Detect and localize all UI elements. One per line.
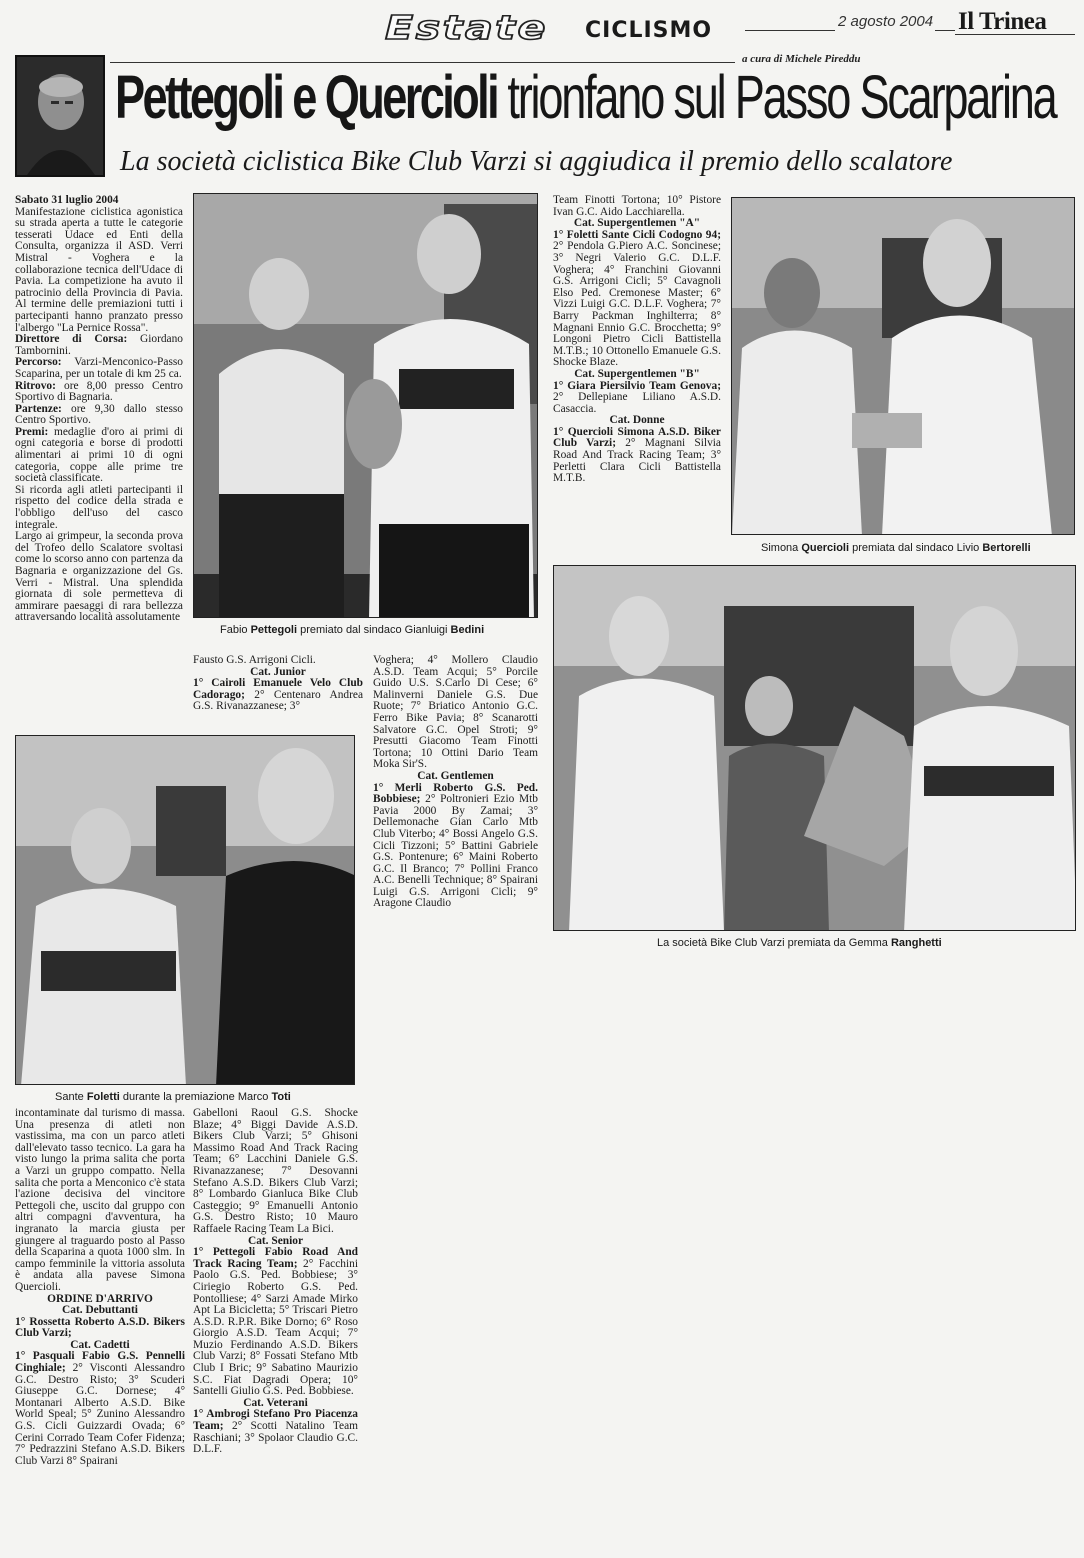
paragraph-text: Cat. Cadetti [70, 1338, 130, 1351]
paragraph-text: Cat. Veterani [243, 1396, 308, 1409]
caption-bold: Toti [271, 1091, 291, 1103]
publication-date: 2 agosto 2004 [838, 13, 934, 30]
caption-text: Simona [761, 542, 802, 554]
paragraph-lead: 1° Giara Piersilvio Team Genova; [553, 379, 721, 392]
paragraph-text: 2° Magnani Silvia Road And Track Racing Team; 3° Perletti Clara Cicli Battistella M.T.B. [553, 437, 721, 485]
text-paragraph [373, 655, 538, 771]
text-paragraph [193, 678, 363, 713]
text-paragraph [193, 1247, 358, 1398]
caption-photo-2 [761, 542, 1031, 554]
paragraph-text: Cat. Senior [247, 1234, 304, 1247]
caption-text: Fabio [220, 624, 251, 636]
text-paragraph [15, 1317, 185, 1340]
caption-text: premiata dal sindaco Livio [849, 542, 983, 554]
headline-rest: trionfano sul Passo Scarparina [497, 63, 1056, 131]
paragraph-lead: Ritrovo: [15, 379, 56, 392]
photo-pettegoli-award [193, 193, 538, 618]
text-paragraph [15, 1108, 185, 1294]
text-paragraph [15, 1351, 185, 1467]
paragraph-text: Voghera; 4° Mollero Claudio A.S.D. Team Acqui; 5° Porcile Guido U.S. S.Carlo Di Cese; 6° Malinverni Daniele G.S. Due Ruote; 7° Briatico Antonio G.C. Ferro Bike Pavia; 8° Scanarotti Salvatore G.C. Opel Stroti; 9° Presutti Giacomo Team Finotti Tortona; 10 Ottini Dario Team Moka Sir'S. [373, 655, 538, 771]
headline-bold: Pettegoli e Quercioli [115, 63, 498, 131]
text-paragraph [15, 357, 183, 380]
photo-bike-club-varzi-award [553, 565, 1076, 931]
text-paragraph [553, 195, 721, 218]
text-paragraph [553, 230, 721, 369]
caption-text: durante la premiazione Marco [119, 1091, 272, 1103]
paragraph-text: incontaminate dal turismo di massa. Una presenza di atleti non vastissima, ma con un parco atleti dall'elevato tasso tecnico. La gara ha visto lungo la prima salita che porta a Varzi un gruppo compatto. Nella salita che porta a Menconico c'è stata l'azione decisiva del vincitore Pettegoli che, uscito dal gruppo con altri compagni d'avventura, ha ingranato la marcia giusta per giungere al traguardo posto al Passo della Scaparina a quota 1000 slm. In campo femminile la vittoria assoluta è andata alla pavese Simona Quercioli. [15, 1108, 185, 1293]
results-column-4 [373, 655, 538, 945]
text-paragraph [193, 1108, 358, 1236]
results-column-3 [193, 655, 363, 713]
headline [115, 63, 1056, 131]
paragraph-text: Cat. Supergentlemen "B" [574, 367, 700, 380]
paragraph-lead: 1° Ambrogi Stefano Pro Piacenza Team; [193, 1408, 358, 1433]
article-column-1 [15, 195, 183, 713]
caption-text: La società Bike Club Varzi premiata da Gemma [657, 937, 891, 949]
caption-photo-1 [220, 624, 484, 636]
paragraph-text: Si ricorda agli atleti partecipanti il rispetto del codice della strada e l'obbligo dell'uso del casco integrale. [15, 483, 183, 531]
paragraph-text: Team Finotti Tortona; 10° Pistore Ivan G.C. Aido Lacchiarella. [553, 195, 721, 218]
paragraph-lead: 1° Rossetta Roberto A.S.D. Bikers Club Varzi; [15, 1315, 185, 1340]
paragraph-text: Giordano Tambornini. [15, 333, 183, 357]
paragraph-text: Fausto G.S. Arrigoni Cicli. [193, 655, 316, 666]
paragraph-lead: Partenze: [15, 402, 62, 415]
paragraph-text: 2° Visconti Alessandro G.C. Destro Risto; 3° Scuderi Giuseppe G.C. Dornese; 4° Montanari Alberto A.S.D. Bike World Speal; 5° Zunino Alessandro G.S. Cicli Guizzardi Ovada; 6° Cerini Corrado Team Cofer Fidenza; 7° Pedrazzini Stefano A.S.D. Bikers Club Varzi 8° Spairani [15, 1362, 185, 1467]
caption-photo-3 [657, 937, 942, 949]
paragraph-lead: Percorso: [15, 356, 62, 369]
caption-bold: Foletti [86, 1091, 120, 1103]
paragraph-text: ore 8,00 presso Centro Sportivo di Bagnaria. [15, 379, 183, 404]
results-column-5 [15, 1108, 185, 1548]
results-column-2 [553, 195, 721, 551]
header-rule [935, 30, 955, 31]
caption-text: premiato dal sindaco Gianluigi [297, 624, 451, 636]
paragraph-lead: 1° Pasquali Fabio G.S. Pennelli Cinghiale; [15, 1350, 185, 1375]
paragraph-text: Largo ai grimpeur, la seconda prova del Trofeo dello Scalatore svoltasi come lo scorso anno con partenza da Bagnaria e organizzazione del Gs. Verri - Mistral. Una splendida giornata di sole permetteva di ammirare paesaggi di rara bellezza attraversando località assolutamente [15, 530, 183, 624]
subheadline: La società ciclistica Bike Club Varzi si aggiudica il premio dello scalatore [120, 146, 953, 177]
paragraph-lead: 1° Quercioli Simona A.S.D. Biker Club Varzi; [553, 425, 721, 450]
results-column-6 [193, 1108, 358, 1548]
caption-text: Sante [55, 1091, 87, 1103]
paragraph-lead: Premi: [15, 425, 49, 438]
text-paragraph [15, 485, 183, 531]
header-rule [745, 30, 835, 31]
paragraph-text: Cat. Debuttanti [62, 1304, 138, 1317]
caption-bold: Bedini [450, 624, 485, 636]
paragraph-lead: 1° Cairoli Emanuele Velo Club Cadorago; [193, 677, 363, 701]
paragraph-text: 2° Poltronieri Ezio Mtb Pavia 2000 By Zamai; 3° Dellemonache Gian Carlo Mtb Club Viterbo; 4° Bossi Angelo G.S. Cicli Tizzoni; 5° Battini Gabriele G.S. Pontenure; 6° Maini Roberto G.C. Il Branco; 7° Pollini Franco A.C. Benelli Technique; 8° Spairani Luigi G.S. Arrigoni Cicli; 9° Aragone Claudio [373, 793, 538, 910]
paragraph-text: 2° Centenaro Andrea G.S. Rivanazzanese; 3° [193, 688, 363, 713]
paragraph-text: Cat. Gentlemen [417, 769, 494, 782]
paragraph-lead: 1° Foletti Sante Cicli Codogno 94; [553, 228, 721, 241]
section-name: CICLISMO [585, 18, 713, 43]
text-paragraph [15, 381, 183, 404]
text-paragraph [193, 1409, 358, 1455]
paragraph-text: Gabelloni Raoul G.S. Shocke Blaze; 4° Biggi Davide A.S.D. Bikers Club Varzi; 5° Ghisoni Massimo Road And Track Racing Team; 6° Lacchini Daniele G.S. Rivanazzanese; 7° Desovanni Stefano A.S.D. Bikers Club Varzi; 8° Lombardo Gianluca Bike Club Casteggio; 9° Emanuelli Antonio G.S. Destro Risto; 10 Mauro Raffaele Racing Team La Bici. [193, 1108, 358, 1235]
section-masthead [385, 6, 745, 50]
author-portrait [15, 55, 105, 177]
paragraph-lead: Sabato 31 luglio 2004 [15, 195, 119, 206]
text-paragraph [15, 404, 183, 427]
paragraph-text: Cat. Junior [250, 665, 306, 678]
paragraph-text: 2° Dellepiane Liliano A.S.D. Casaccia. [553, 391, 721, 415]
text-paragraph [15, 531, 183, 624]
paragraph-text: 2° Scotti Natalino Team Raschiani; 3° Spolaor Claudio G.C. D.L.F. [193, 1420, 358, 1456]
caption-bold: Quercioli [801, 542, 850, 554]
byline: a cura di Michele Pireddu [742, 53, 861, 65]
text-paragraph [15, 427, 183, 485]
text-paragraph [553, 381, 721, 416]
paragraph-text: 2° Pendola G.Piero A.C. Soncinese; 3° Negri Valerio G.C. D.L.F. Voghera; 4° Franchini Giovanni G.S. Arrigoni Cicli; 5° Cavagnoli Elso Ped. Cremonese Master; 6° Vizzi Luigi G.C. D.L.F. Voghera; 7° Barry Packman Inghilterra; 8° Magnani Ennio G.C. Brocchetta; 9° Longoni Pietro Cicli Battistella M.T.B.; 10 Ottonello Emanuele G.S. Shocke Blaze. [553, 240, 721, 369]
photo-quercioli-award [731, 197, 1075, 535]
text-paragraph [373, 783, 538, 911]
paragraph-lead: Direttore di Corsa: [15, 333, 128, 346]
caption-bold: Pettegoli [250, 624, 298, 636]
text-paragraph [553, 427, 721, 485]
paragraph-lead: 1° Pettegoli Fabio Road And Track Racing Team; [193, 1246, 358, 1270]
caption-photo-4 [55, 1091, 291, 1103]
paragraph-lead: 1° Merli Roberto G.S. Ped. Bobbiese; [373, 781, 538, 806]
caption-bold: Bertorelli [982, 542, 1031, 554]
paragraph-text: Cat. Supergentlemen "A" [573, 217, 701, 230]
paragraph-text: 2° Facchini Paolo G.S. Ped. Bobbiese; 3° Ciriegio Roberto G.S. Ped. Pontolliese; 4° Sarzi Amade Mirko Apt La Bicicletta; 5° Triscari Pietro A.S.D. R.P.R. Bike Dorno; 6° Roso Giorgio A.S.D. Team Acqui; 7° Muzio Ferdinando A.S.D. Bikers Club Varzi; 8° Fossati Stefano Mtb Club I Bric; 9° Sabatino Maurizio S.C. Fiat Dagradi Opera; 10° Santelli Giulio G.S. Ped. Bobbiese. [193, 1257, 358, 1398]
section-tag: Estate [385, 8, 548, 47]
paragraph-text: Manifestazione ciclistica agonistica su strada aperta a tutte le categorie tesserati Udace ed Enti della Consulta, organizza il ASD. Verri Mistral - Voghera e la collaborazione tecnica dell'Udace di Pavia. La competizione ha avuto il patrocinio della Provincia di Pavia. Al termine delle premiazioni tutti i partecipanti hanno pranzato presso l'albergo "La Pernice Rossa". [15, 205, 183, 334]
publication-name: Il Trinea [958, 8, 1047, 35]
text-paragraph [15, 207, 183, 335]
paragraph-text: ORDINE D'ARRIVO [47, 1292, 153, 1305]
text-paragraph [15, 334, 183, 357]
paragraph-text: Cat. Donne [609, 414, 665, 427]
paragraph-text: Varzi-Menconico-Passo Scaparina, per un totale di km 25 ca. [15, 356, 183, 380]
caption-bold: Ranghetti [890, 937, 942, 949]
paragraph-text: ore 9,30 dallo stesso Centro Sportivo. [15, 402, 183, 427]
photo-foletti-award [15, 735, 355, 1085]
paragraph-text: medaglie d'oro ai primi di ogni categoria e borse di prodotti alimentari ai primi 10 di ogni categoria, coppe alle prime tre società classificate. [15, 425, 183, 485]
